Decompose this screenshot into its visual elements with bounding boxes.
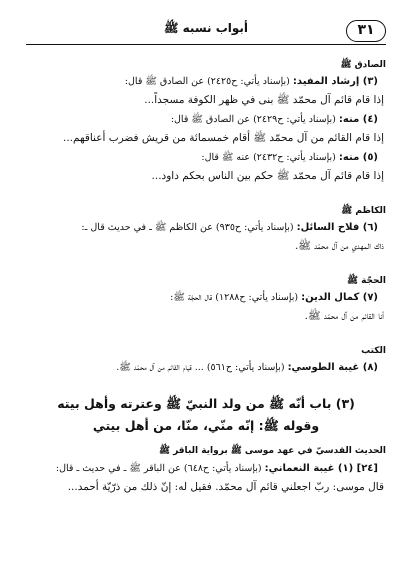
- page-body: [26, 50, 386, 497]
- hadith-3-text: إذا قام قائم آل محمّد ﷺ بنى في ظهر الكوفة مسجداً...: [144, 94, 384, 106]
- source-title: [٢٤] (١) غيبة النعماني:: [264, 463, 378, 474]
- source-title: (٤) منه:: [338, 114, 378, 125]
- source-title: (٨) غيبة الطوسي:: [287, 362, 378, 373]
- section-heading-books: الكتب: [361, 346, 386, 356]
- source-title: (٦) فلاح السائل:: [296, 222, 378, 233]
- section-heading-qudsi: الحديث القدسيّ في عهد موسى ﷺ برواية الباقر ﷺ: [159, 446, 386, 456]
- source-chain: (بإسناد يأتي: ح٩٣٥) عن الكاظم ﷺ ـ في حديث قال ـ:: [81, 222, 297, 233]
- hadith-6-text: ذاك المهدي من آل محمّد ﷺ.: [294, 240, 384, 252]
- section-heading-kazim: الكاظم ﷺ: [341, 206, 386, 216]
- hadith-24-text: قال موسى: ربّ اجعلني قائم آل محمّد. فقيل له: إنّ ذلك من ذرّيّة أحمد...: [67, 481, 384, 493]
- source-chain: (بإسناد يأتي: ح٢٤٢٥) عن الصادق ﷺ قال:: [124, 76, 293, 87]
- chapter-title-line-1: (٣) باب أنّه ﷺ من ولد النبيّ ﷺ وعترته وأهل بيته: [57, 396, 355, 411]
- source-chain: (بإسناد يأتي: ح١٢٨٨) قال الحجّة ﷺ:: [170, 292, 302, 303]
- header-divider: [26, 44, 386, 45]
- chapter-title-line-2: وقوله ﷺ: إنّه منّي، منّا، من أهل بيتي: [92, 418, 320, 433]
- page-header: [26, 20, 386, 42]
- hadith-5-source: [26, 148, 386, 167]
- hadith-7-text: أنا القائم من آل محمّد ﷺ.: [304, 310, 384, 322]
- page-number: ٣١: [346, 20, 386, 42]
- hadith-24-source: [26, 459, 386, 478]
- running-title: أبواب نسبه ﷺ: [163, 21, 249, 35]
- hadith-5-text: إذا قام قائم آل محمّد ﷺ حكم بين الناس بحكم داود...: [151, 170, 384, 182]
- hadith-3-source: [26, 72, 386, 91]
- source-title: (٣) إرشاد المفيد:: [292, 76, 378, 87]
- hadith-7-source: [26, 288, 386, 307]
- hadith-4-text: إذا قام القائم من آل محمّد ﷺ أقام خمسمائة من قريش فضرب أعناقهم...: [63, 132, 384, 144]
- source-chain: (بإسناد يأتي: ح٢٤٣٢) عنه ﷺ قال:: [201, 152, 339, 163]
- source-chain: (بإسناد يأتي: ح٢٤٢٩) عن الصادق ﷺ قال:: [170, 114, 339, 125]
- source-chain: (بإسناد يأتي: ح٥٦١) ... قيام القائم من آل محمّد ﷺ.: [116, 362, 288, 373]
- hadith-4-source: [26, 110, 386, 129]
- hadith-8-source: [26, 358, 386, 377]
- section-heading-hujja: الحجّة ﷺ: [347, 276, 386, 286]
- source-chain: (بإسناد يأتي: ح٦٤٨) عن الباقر ﷺ ـ في حديث ـ قال:: [55, 463, 265, 474]
- hadith-6-source: [26, 218, 386, 237]
- section-heading-sadiq: الصادق ﷺ: [340, 60, 386, 70]
- source-title: (٧) كمال الدين:: [301, 292, 378, 303]
- source-title: (٥) منه:: [338, 152, 378, 163]
